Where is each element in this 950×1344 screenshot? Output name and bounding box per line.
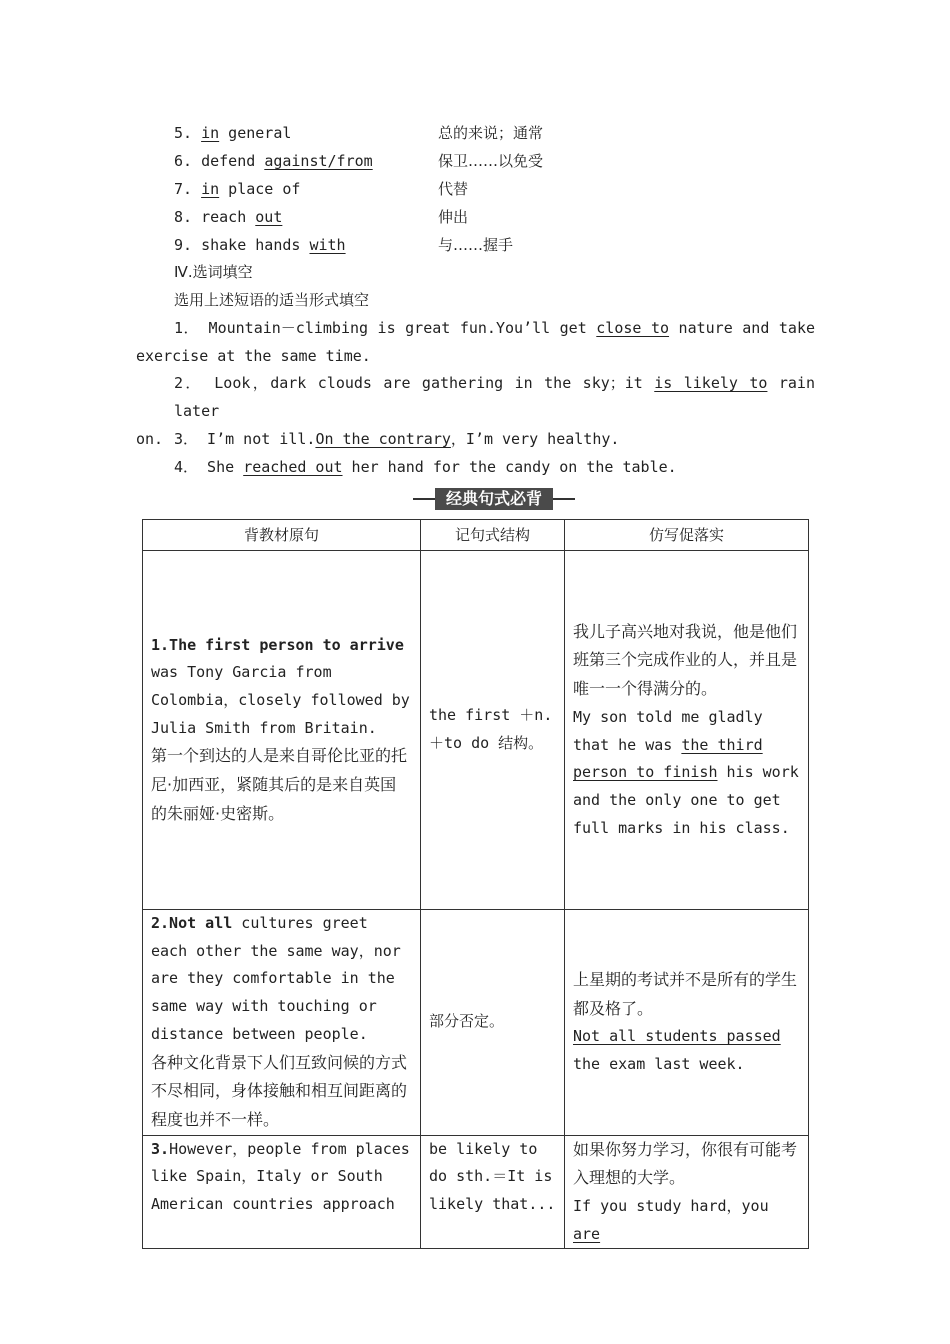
header-practice: 仿写促落实 <box>565 520 809 551</box>
answer-blank: Not all students passed <box>573 1027 781 1046</box>
phrase-item-8: 8. reach out <box>174 208 283 226</box>
answer-blank: in <box>201 124 220 142</box>
header-structure: 记句式结构 <box>421 520 565 551</box>
answer-blank: close to <box>596 319 670 337</box>
question-2: 2． Look，dark clouds are gathering in the sky；it is likely to rain later on. <box>136 374 815 448</box>
question-4: 4． She reached out her hand for the candy on the table. <box>174 458 677 476</box>
banner-title: 经典句式必背 <box>435 488 553 510</box>
question-3: 3． I’m not ill.On the contrary，I’m very healthy. <box>174 430 620 448</box>
answer-blank: with <box>309 236 346 254</box>
original-sentence: 2.Not all cultures greet each other the same way，nor are they comfortable in the same way with touching or distance between people. 各种文化背景下人们互致问候的方式不尽相同，身体接触和相互间距离的程度也并不一样。 <box>143 910 421 1136</box>
answer-blank: the third person to finish <box>573 735 763 782</box>
answer-blank: On the contrary <box>315 430 451 448</box>
question-1: 1． Mountain－climbing is great fun.You’ll get close to nature and take exercise at the same time. <box>136 319 816 365</box>
section-heading: Ⅳ.选词填空 <box>174 263 253 281</box>
phrase-item-6: 6. defend against/from <box>174 152 373 170</box>
header-original: 背教材原句 <box>143 520 421 551</box>
answer-blank: is likely to <box>654 374 768 392</box>
phrase-item-7: 7. in place of <box>174 180 301 198</box>
answer-blank: out <box>255 208 283 226</box>
table-header-row <box>143 520 809 551</box>
phrase-meaning-8: 伸出 <box>438 208 469 226</box>
section-banner <box>413 488 575 510</box>
section-instruction: 选用上述短语的适当形式填空 <box>174 291 370 309</box>
practice-cell: 我儿子高兴地对我说，他是他们班第三个完成作业的人，并且是唯一一个得满分的。 My son told me gladly that he was the third person to finish his work and the only one to get full marks in his class. <box>565 551 809 910</box>
original-sentence: 3.However，people from places like Spain，Italy or South American countries approach <box>143 1135 421 1249</box>
practice-cell: 上星期的考试并不是所有的学生都及格了。 Not all students passed the exam last week. <box>565 910 809 1136</box>
structure-note: the first ＋n.＋to do 结构。 <box>421 551 565 910</box>
answer-blank: in <box>201 180 220 198</box>
sentence-pattern-table <box>142 519 809 1249</box>
answer-blank: are <box>573 1224 601 1243</box>
phrase-meaning-7: 代替 <box>438 180 469 198</box>
practice-cell: 如果你努力学习，你很有可能考入理想的大学。 If you study hard，you are <box>565 1135 809 1249</box>
phrase-item-9: 9. shake hands with <box>174 236 346 254</box>
answer-blank: against/from <box>264 152 373 170</box>
structure-note: 部分否定。 <box>421 910 565 1136</box>
original-sentence: 1.The first person to arrive was Tony Garcia from Colombia，closely followed by Julia Smith from Britain. 第一个到达的人是来自哥伦比亚的托尼·加西亚，紧随其后的是来自英国的朱丽娅·史密斯。 <box>143 551 421 910</box>
phrase-meaning-5: 总的来说；通常 <box>438 124 544 142</box>
table-row <box>143 551 809 910</box>
phrase-item-5: 5. in general <box>174 124 292 142</box>
structure-note: be likely to do sth.＝It is likely that... <box>421 1135 565 1249</box>
phrase-meaning-9: 与……握手 <box>438 236 514 254</box>
phrase-meaning-6: 保卫……以免受 <box>438 152 544 170</box>
table-row <box>143 1135 809 1249</box>
answer-blank: reached out <box>243 458 343 476</box>
table-row <box>143 910 809 1136</box>
